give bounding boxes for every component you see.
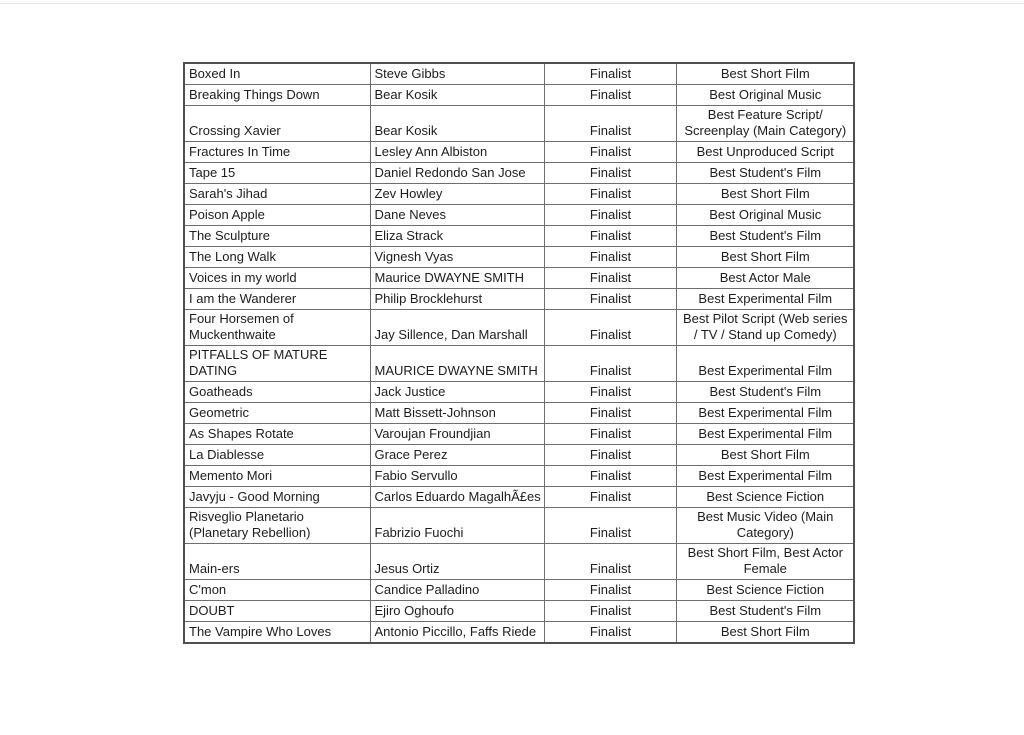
table-row [184, 403, 854, 424]
status-cell: Finalist [544, 424, 676, 445]
creator-name-cell: Carlos Eduardo MagalhÃ£es [370, 487, 544, 508]
table-row [184, 85, 854, 106]
table-row [184, 424, 854, 445]
status-cell: Finalist [544, 163, 676, 184]
status-cell: Finalist [544, 487, 676, 508]
status-cell: Finalist [544, 142, 676, 163]
table-row [184, 289, 854, 310]
table-row [184, 226, 854, 247]
creator-name-cell: Varoujan Froundjian [370, 424, 544, 445]
table-row [184, 601, 854, 622]
film-title-cell: Main-ers [184, 544, 370, 580]
film-title-cell: Crossing Xavier [184, 106, 370, 142]
award-category-cell: Best Experimental Film [676, 346, 854, 382]
creator-name-cell: Zev Howley [370, 184, 544, 205]
film-title-cell: Voices in my world [184, 268, 370, 289]
creator-name-cell: Candice Palladino [370, 580, 544, 601]
table-row [184, 346, 854, 382]
award-category-cell: Best Music Video (Main Category) [676, 508, 854, 544]
status-cell: Finalist [544, 382, 676, 403]
award-category-cell: Best Experimental Film [676, 289, 854, 310]
award-category-cell: Best Short Film [676, 63, 854, 85]
film-title-cell: C'mon [184, 580, 370, 601]
award-category-cell: Best Science Fiction [676, 580, 854, 601]
status-cell: Finalist [544, 247, 676, 268]
award-category-cell: Best Experimental Film [676, 466, 854, 487]
table-row [184, 508, 854, 544]
award-category-cell: Best Short Film [676, 247, 854, 268]
film-title-cell: Tape 15 [184, 163, 370, 184]
creator-name-cell: Fabrizio Fuochi [370, 508, 544, 544]
creator-name-cell: MAURICE DWAYNE SMITH [370, 346, 544, 382]
award-category-cell: Best Short Film [676, 184, 854, 205]
status-cell: Finalist [544, 508, 676, 544]
creator-name-cell: Steve Gibbs [370, 63, 544, 85]
award-category-cell: Best Student's Film [676, 601, 854, 622]
film-title-cell: Geometric [184, 403, 370, 424]
award-category-cell: Best Student's Film [676, 163, 854, 184]
status-cell: Finalist [544, 310, 676, 346]
film-title-cell: The Sculpture [184, 226, 370, 247]
film-title-cell: La Diablesse [184, 445, 370, 466]
award-category-cell: Best Pilot Script (Web series / TV / Stand up Comedy) [676, 310, 854, 346]
film-title-cell: Poison Apple [184, 205, 370, 226]
status-cell: Finalist [544, 289, 676, 310]
award-category-cell: Best Experimental Film [676, 424, 854, 445]
creator-name-cell: Antonio Piccillo, Faffs Riede [370, 622, 544, 644]
award-category-cell: Best Short Film [676, 622, 854, 644]
film-title-cell: Memento Mori [184, 466, 370, 487]
status-cell: Finalist [544, 268, 676, 289]
award-category-cell: Best Student's Film [676, 382, 854, 403]
film-title-cell: I am the Wanderer [184, 289, 370, 310]
creator-name-cell: Jay Sillence, Dan Marshall [370, 310, 544, 346]
table-row [184, 445, 854, 466]
table-row [184, 544, 854, 580]
creator-name-cell: Bear Kosik [370, 85, 544, 106]
creator-name-cell: Ejiro Oghoufo [370, 601, 544, 622]
creator-name-cell: Lesley Ann Albiston [370, 142, 544, 163]
creator-name-cell: Dane Neves [370, 205, 544, 226]
status-cell: Finalist [544, 85, 676, 106]
table-row [184, 142, 854, 163]
film-title-cell: Four Horsemen of Muckenthwaite [184, 310, 370, 346]
creator-name-cell: Eliza Strack [370, 226, 544, 247]
film-title-cell: Sarah's Jihad [184, 184, 370, 205]
award-category-cell: Best Student's Film [676, 226, 854, 247]
award-category-cell: Best Unproduced Script [676, 142, 854, 163]
creator-name-cell: Vignesh Vyas [370, 247, 544, 268]
creator-name-cell: Matt Bissett-Johnson [370, 403, 544, 424]
film-title-cell: PITFALLS OF MATURE DATING [184, 346, 370, 382]
creator-name-cell: Jesus Ortiz [370, 544, 544, 580]
award-category-cell: Best Short Film, Best Actor Female [676, 544, 854, 580]
film-title-cell: As Shapes Rotate [184, 424, 370, 445]
award-category-cell: Best Original Music [676, 205, 854, 226]
status-cell: Finalist [544, 205, 676, 226]
status-cell: Finalist [544, 346, 676, 382]
table-row [184, 487, 854, 508]
creator-name-cell: Maurice DWAYNE SMITH [370, 268, 544, 289]
status-cell: Finalist [544, 184, 676, 205]
film-title-cell: Fractures In Time [184, 142, 370, 163]
award-category-cell: Best Feature Script/ Screenplay (Main Category) [676, 106, 854, 142]
status-cell: Finalist [544, 580, 676, 601]
table-row [184, 268, 854, 289]
status-cell: Finalist [544, 445, 676, 466]
table-row [184, 247, 854, 268]
film-title-cell: DOUBT [184, 601, 370, 622]
table-row [184, 106, 854, 142]
status-cell: Finalist [544, 601, 676, 622]
award-category-cell: Best Original Music [676, 85, 854, 106]
table-row [184, 184, 854, 205]
film-title-cell: Javyju - Good Morning [184, 487, 370, 508]
status-cell: Finalist [544, 466, 676, 487]
table-row [184, 63, 854, 85]
creator-name-cell: Philip Brocklehurst [370, 289, 544, 310]
status-cell: Finalist [544, 106, 676, 142]
creator-name-cell: Fabio Servullo [370, 466, 544, 487]
film-title-cell: Goatheads [184, 382, 370, 403]
table-row [184, 580, 854, 601]
status-cell: Finalist [544, 403, 676, 424]
film-title-cell: The Long Walk [184, 247, 370, 268]
film-title-cell: Boxed In [184, 63, 370, 85]
creator-name-cell: Grace Perez [370, 445, 544, 466]
creator-name-cell: Jack Justice [370, 382, 544, 403]
page-top-divider [0, 3, 1024, 4]
finalists-table-container [183, 62, 853, 644]
table-row [184, 466, 854, 487]
table-row [184, 382, 854, 403]
film-title-cell: Breaking Things Down [184, 85, 370, 106]
status-cell: Finalist [544, 622, 676, 644]
status-cell: Finalist [544, 63, 676, 85]
table-row [184, 622, 854, 644]
film-title-cell: The Vampire Who Loves [184, 622, 370, 644]
table-row [184, 163, 854, 184]
film-title-cell: Risveglio Planetario (Planetary Rebellion) [184, 508, 370, 544]
table-row [184, 310, 854, 346]
status-cell: Finalist [544, 226, 676, 247]
creator-name-cell: Daniel Redondo San Jose [370, 163, 544, 184]
award-category-cell: Best Experimental Film [676, 403, 854, 424]
award-category-cell: Best Science Fiction [676, 487, 854, 508]
table-row [184, 205, 854, 226]
finalists-table [183, 62, 855, 644]
creator-name-cell: Bear Kosik [370, 106, 544, 142]
status-cell: Finalist [544, 544, 676, 580]
award-category-cell: Best Actor Male [676, 268, 854, 289]
award-category-cell: Best Short Film [676, 445, 854, 466]
table-body [184, 63, 854, 643]
